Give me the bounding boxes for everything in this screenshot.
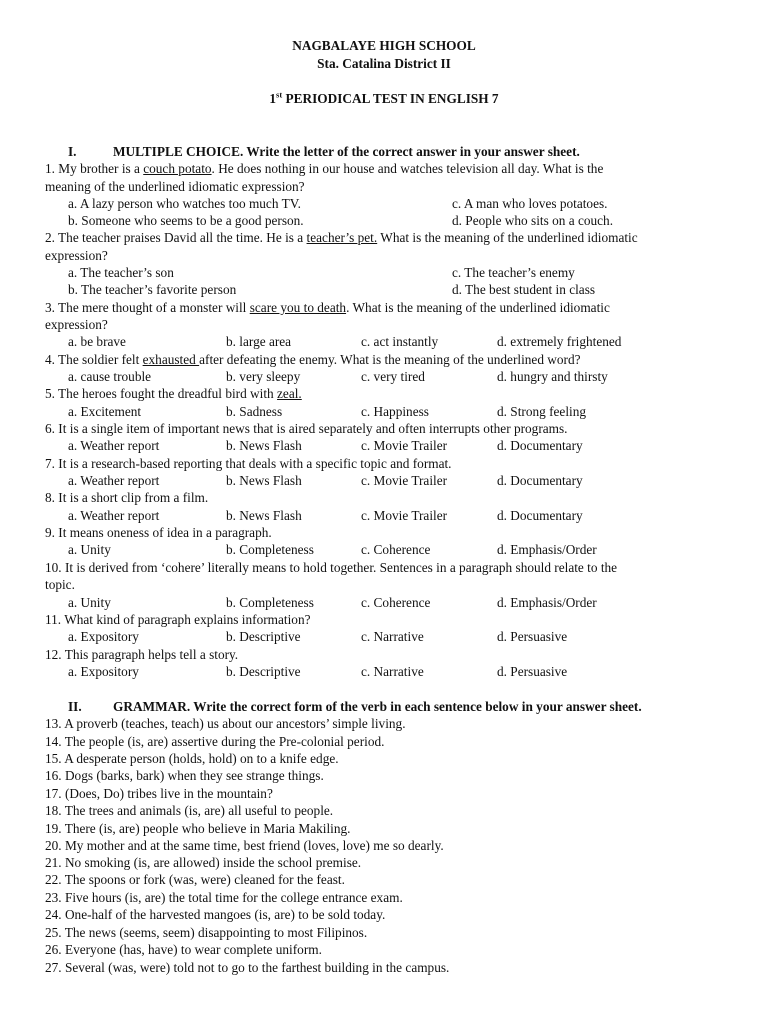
q10-option-c: c. Coherence bbox=[361, 595, 431, 610]
underlined-word: exhausted bbox=[142, 352, 200, 367]
underlined-expression: scare you to death bbox=[249, 300, 347, 315]
question-3: 3. The mere thought of a monster will scare you to death. What is the meaning of the underlined idiomatic bbox=[45, 300, 610, 315]
grammar-item: 13. A proverb (teaches, teach) us about our ancestors’ simple living. bbox=[45, 716, 406, 731]
question-9: 9. It means oneness of idea in a paragraph. bbox=[45, 525, 272, 540]
grammar-item: 14. The people (is, are) assertive during the Pre-colonial period. bbox=[45, 734, 385, 749]
question-12: 12. This paragraph helps tell a story. bbox=[45, 647, 239, 662]
test-ordinal: 1 bbox=[269, 91, 277, 106]
question-1-cont: meaning of the underlined idiomatic expression? bbox=[45, 179, 305, 194]
question-3-cont: expression? bbox=[45, 317, 108, 332]
test-title bbox=[0, 91, 768, 107]
grammar-item: 15. A desperate person (holds, hold) on to a knife edge. bbox=[45, 751, 339, 766]
school-name: NAGBALAYE HIGH SCHOOL bbox=[292, 38, 476, 53]
grammar-item: 27. Several (was, were) told not to go to the farthest building in the campus. bbox=[45, 960, 450, 975]
grammar-item: 18. The trees and animals (is, are) all useful to people. bbox=[45, 803, 334, 818]
q2-option-c: c. The teacher’s enemy bbox=[452, 265, 575, 280]
q11-option-b: b. Descriptive bbox=[226, 629, 301, 644]
grammar-item: 25. The news (seems, seem) disappointing to most Filipinos. bbox=[45, 925, 368, 940]
q11-option-a: a. Expository bbox=[68, 629, 139, 644]
grammar-item: 26. Everyone (has, have) to wear complete uniform. bbox=[45, 942, 322, 957]
q8-option-d: d. Documentary bbox=[497, 508, 583, 523]
q4-option-d: d. hungry and thirsty bbox=[497, 369, 608, 384]
grammar-item: 16. Dogs (barks, bark) when they see strange things. bbox=[45, 768, 324, 783]
q10-option-b: b. Completeness bbox=[226, 595, 314, 610]
q11-option-d: d. Persuasive bbox=[497, 629, 568, 644]
grammar-item: 17. (Does, Do) tribes live in the mountain? bbox=[45, 786, 273, 801]
underlined-expression: teacher’s pet. bbox=[306, 230, 378, 245]
q12-option-c: c. Narrative bbox=[361, 664, 424, 679]
q7-option-b: b. News Flash bbox=[226, 473, 302, 488]
question-2-cont: expression? bbox=[45, 248, 108, 263]
q4-option-c: c. very tired bbox=[361, 369, 425, 384]
q4-option-b: b. very sleepy bbox=[226, 369, 301, 384]
question-8: 8. It is a short clip from a film. bbox=[45, 490, 209, 505]
q5-option-a: a. Excitement bbox=[68, 404, 142, 419]
q6-option-c: c. Movie Trailer bbox=[361, 438, 448, 453]
q12-option-a: a. Expository bbox=[68, 664, 139, 679]
q4-option-a: a. cause trouble bbox=[68, 369, 152, 384]
test-ordinal-suffix: st bbox=[276, 89, 283, 100]
q1-option-c: c. A man who loves potatoes. bbox=[452, 196, 608, 211]
q10-option-d: d. Emphasis/Order bbox=[497, 595, 597, 610]
q1-option-b: b. Someone who seems to be a good person. bbox=[68, 213, 304, 228]
district-name: Sta. Catalina District II bbox=[317, 56, 451, 71]
q8-option-b: b. News Flash bbox=[226, 508, 302, 523]
q3-option-b: b. large area bbox=[226, 334, 292, 349]
q10-option-a: a. Unity bbox=[68, 595, 111, 610]
q8-option-c: c. Movie Trailer bbox=[361, 508, 448, 523]
section-1-title: MULTIPLE CHOICE. Write the letter of the correct answer in your answer sheet. bbox=[113, 144, 580, 159]
grammar-item: 19. There (is, are) people who believe in Maria Makiling. bbox=[45, 821, 351, 836]
q11-option-c: c. Narrative bbox=[361, 629, 424, 644]
question-10-cont: topic. bbox=[45, 577, 75, 592]
underlined-expression: couch potato bbox=[143, 161, 212, 176]
q7-option-c: c. Movie Trailer bbox=[361, 473, 448, 488]
question-1: 1. My brother is a couch potato. He does nothing in our house and watches television all day. What is the bbox=[45, 161, 604, 176]
q2-option-b: b. The teacher’s favorite person bbox=[68, 282, 237, 297]
question-11: 11. What kind of paragraph explains information? bbox=[45, 612, 311, 627]
q1-option-d: d. People who sits on a couch. bbox=[452, 213, 614, 228]
test-title-text: PERIODICAL TEST IN ENGLISH 7 bbox=[282, 91, 499, 106]
question-5: 5. The heroes fought the dreadful bird with zeal. bbox=[45, 386, 302, 401]
question-10: 10. It is derived from ‘cohere’ literally means to hold together. Sentences in a paragraph should relate to the bbox=[45, 560, 618, 575]
q3-option-d: d. extremely frightened bbox=[497, 334, 622, 349]
question-7: 7. It is a research-based reporting that deals with a specific topic and format. bbox=[45, 456, 452, 471]
q6-option-d: d. Documentary bbox=[497, 438, 583, 453]
q9-option-a: a. Unity bbox=[68, 542, 111, 557]
section-1-numeral: I. bbox=[68, 144, 77, 159]
q6-option-b: b. News Flash bbox=[226, 438, 302, 453]
grammar-item: 21. No smoking (is, are allowed) inside the school premise. bbox=[45, 855, 362, 870]
q7-option-a: a. Weather report bbox=[68, 473, 160, 488]
q6-option-a: a. Weather report bbox=[68, 438, 160, 453]
question-6: 6. It is a single item of important news that is aired separately and often interrupts other programs. bbox=[45, 421, 568, 436]
q12-option-d: d. Persuasive bbox=[497, 664, 568, 679]
grammar-item: 24. One-half of the harvested mangoes (is, are) to be sold today. bbox=[45, 907, 386, 922]
grammar-item: 20. My mother and at the same time, best friend (loves, love) me so dearly. bbox=[45, 838, 444, 853]
section-2-numeral: II. bbox=[68, 699, 82, 714]
q12-option-b: b. Descriptive bbox=[226, 664, 301, 679]
q5-option-c: c. Happiness bbox=[361, 404, 429, 419]
question-2: 2. The teacher praises David all the time. He is a teacher’s pet. What is the meaning of the underlined idiomatic bbox=[45, 230, 638, 245]
q9-option-d: d. Emphasis/Order bbox=[497, 542, 597, 557]
q9-option-c: c. Coherence bbox=[361, 542, 431, 557]
q7-option-d: d. Documentary bbox=[497, 473, 583, 488]
question-4: 4. The soldier felt exhausted after defeating the enemy. What is the meaning of the underlined word? bbox=[45, 352, 581, 367]
q3-option-c: c. act instantly bbox=[361, 334, 439, 349]
q5-option-d: d. Strong feeling bbox=[497, 404, 587, 419]
grammar-item: 22. The spoons or fork (was, were) cleaned for the feast. bbox=[45, 872, 345, 887]
q3-option-a: a. be brave bbox=[68, 334, 126, 349]
grammar-item: 23. Five hours (is, are) the total time for the college entrance exam. bbox=[45, 890, 403, 905]
q2-option-a: a. The teacher’s son bbox=[68, 265, 174, 280]
q5-option-b: b. Sadness bbox=[226, 404, 283, 419]
q2-option-d: d. The best student in class bbox=[452, 282, 596, 297]
q9-option-b: b. Completeness bbox=[226, 542, 314, 557]
section-2-title: GRAMMAR. Write the correct form of the verb in each sentence below in your answer sheet. bbox=[113, 699, 642, 714]
underlined-word: zeal. bbox=[277, 386, 302, 401]
q1-option-a: a. A lazy person who watches too much TV. bbox=[68, 196, 301, 211]
q8-option-a: a. Weather report bbox=[68, 508, 160, 523]
